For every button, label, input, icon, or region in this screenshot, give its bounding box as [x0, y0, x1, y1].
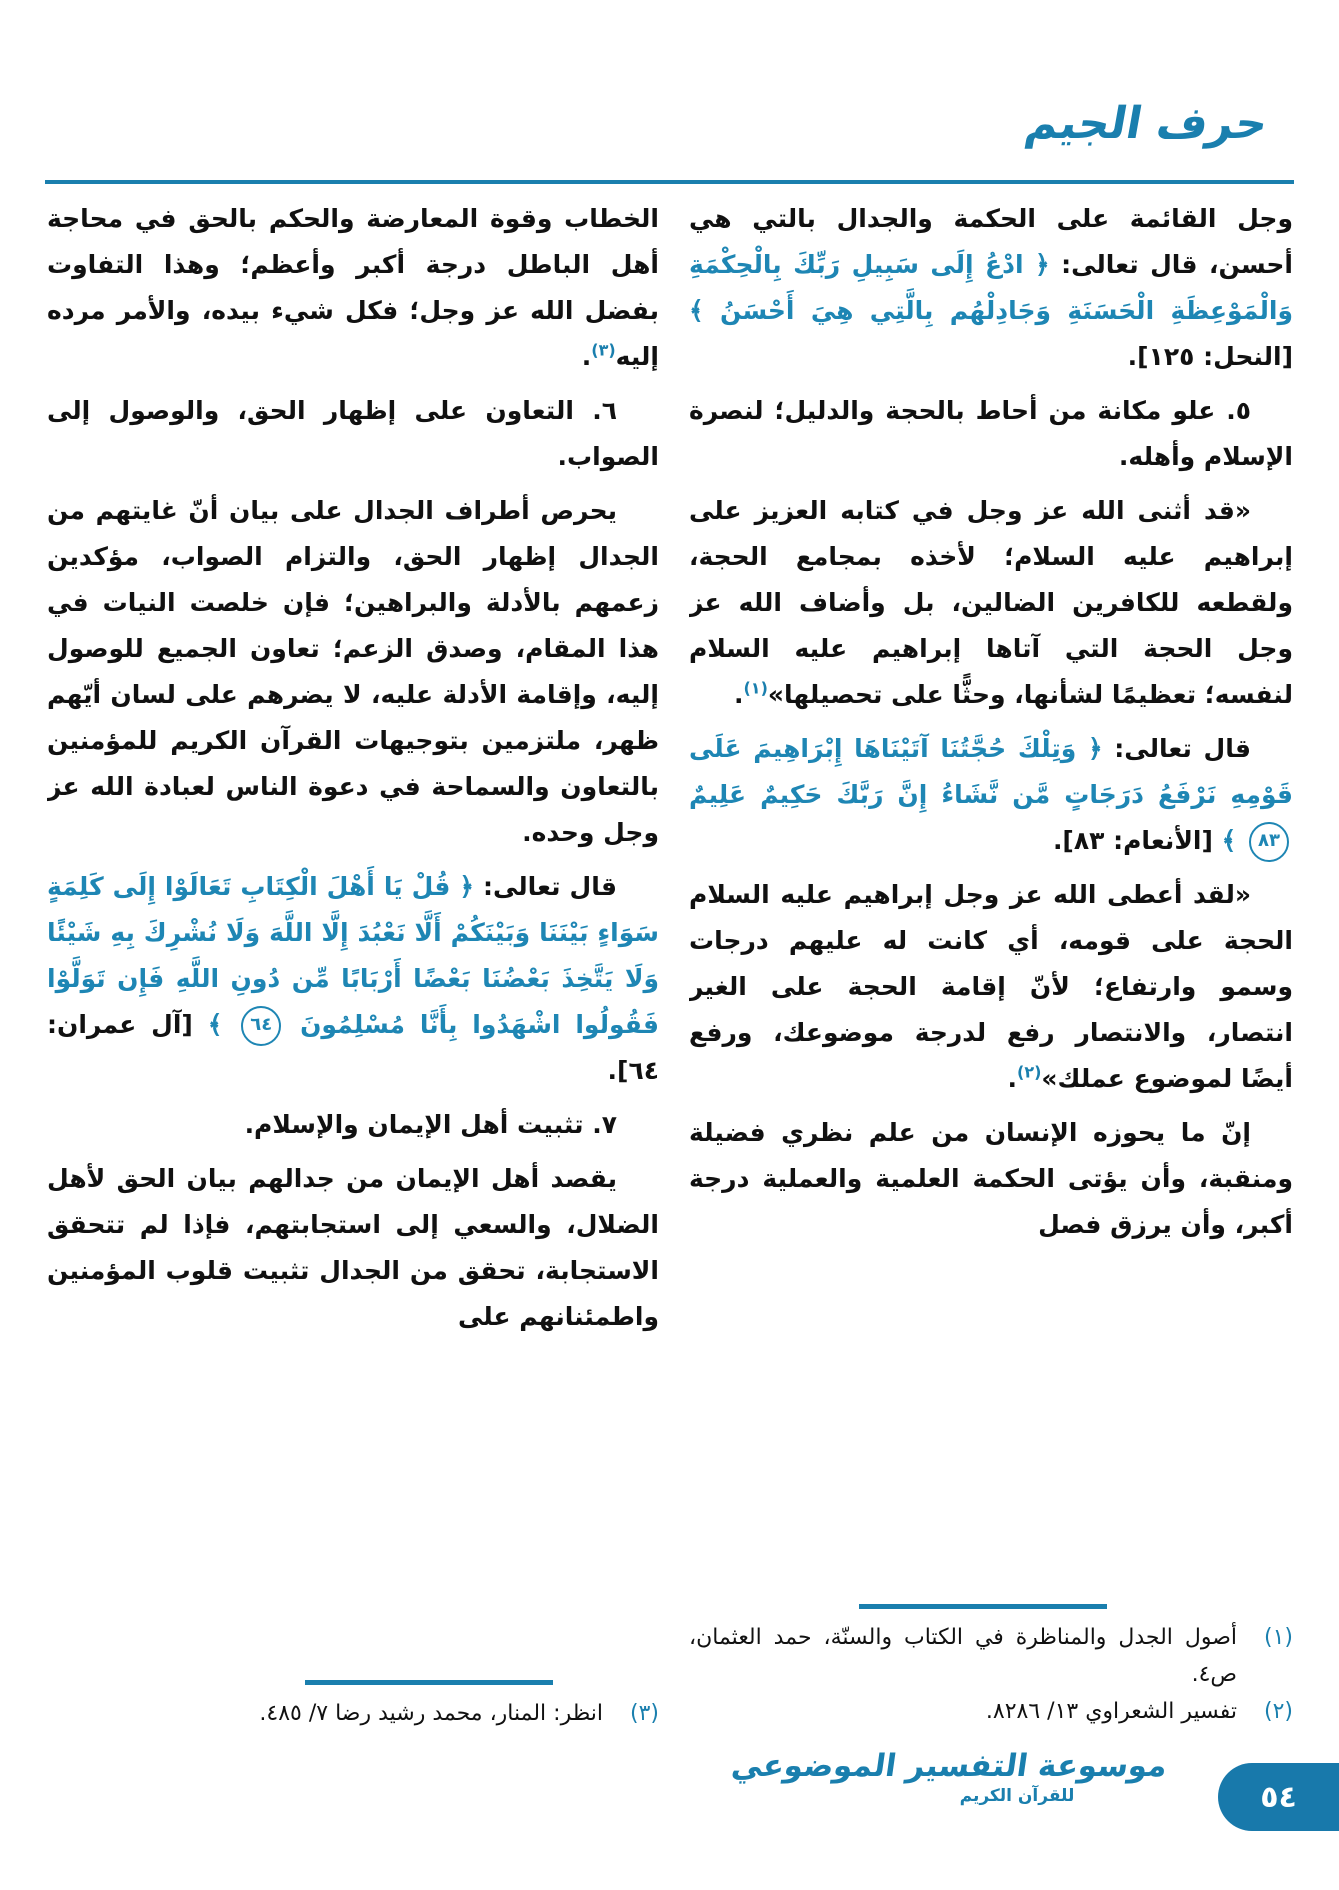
quran-verse: ﴾: [1221, 826, 1245, 855]
text-run: .: [581, 342, 592, 371]
paragraph: [689, 1110, 1293, 1248]
footnote-marker: (١): [1263, 1625, 1293, 1650]
footnote-list: [47, 1695, 659, 1732]
footnote-marker: (٣): [629, 1701, 659, 1726]
footnote-marker: (٢): [1263, 1699, 1293, 1724]
paragraph: [47, 488, 659, 856]
section-heading: [47, 1102, 659, 1148]
page-number: ٥٤: [1260, 1779, 1297, 1815]
footnote-divider: [305, 1680, 553, 1685]
footnote-text: أصول الجدل والمناظرة في الكتاب والسنّة، حمد العثمان، ص٤.: [689, 1625, 1237, 1687]
section-heading: [689, 388, 1293, 480]
text-run: وجل القائمة على الحكمة والجدال بالتي هي أحسن، قال تعالى:: [689, 204, 1293, 279]
paragraph: [47, 196, 659, 380]
paragraph: [689, 872, 1293, 1102]
text-run: إنّ ما يحوزه الإنسان من علم نظري فضيلة ومنقبة، وأن يؤتى الحكمة العلمية والعملية درجة أكبر، وأن يرزق فصل: [689, 1118, 1293, 1239]
section-heading: [47, 388, 659, 480]
publisher-logo: [729, 1748, 1170, 1806]
quran-verse: ﴿ وَتِلْكَ حُجَّتُنَا آتَيْنَاهَا إِبْرَاهِيمَ عَلَى قَوْمِهِ نَرْفَعُ دَرَجَاتٍ مَّن نَّشَاءُ إِنَّ رَبَّكَ حَكِيمٌ عَلِيمٌ: [689, 734, 1293, 809]
paragraph: [689, 196, 1293, 380]
text-run: [النحل: ١٢٥].: [1127, 342, 1293, 371]
chapter-title: حرف الجيم: [1021, 98, 1272, 149]
paragraph: [689, 488, 1293, 718]
footnote: [689, 1619, 1293, 1693]
text-run: [الأنعام: ٨٣].: [1052, 826, 1222, 855]
paragraph: [47, 864, 659, 1094]
publisher-logo-title: موسوعة التفسير الموضوعي: [729, 1748, 1170, 1784]
footnote-ref: (٢): [1017, 1062, 1042, 1082]
text-run: [آل عمران: ٦٤].: [47, 1010, 659, 1085]
publisher-logo-subtitle: للقرآن الكريم: [959, 1786, 1075, 1806]
footnote-divider: [859, 1604, 1107, 1609]
text-run: «قد أثنى الله عز وجل في كتابه العزيز على إبراهيم عليه السلام؛ لأخذه بمجامع الحجة، ولقطعه للكافرين الضالين، بل وأضاف الله عز وجل الحجة التي آتاها إبراهيم عليه السلام لنفسه؛ تعظيمًا لشأنها، وحثًّا على تحصيلها»: [689, 496, 1293, 709]
paragraph: [689, 726, 1293, 864]
footnote-ref: (١): [743, 678, 768, 698]
text-run: «لقد أعطى الله عز وجل إبراهيم عليه السلام الحجة على قومه، أي كانت له عليهم درجات وسمو وارتفاع؛ لأنّ إقامة الحجة على الغير انتصار، والانتصار رفع لدرجة موضوعك، ورفع أيضًا لموضوع عملك»: [689, 880, 1293, 1093]
text-run: ٥. علو مكانة من أحاط بالحجة والدليل؛ لنصرة الإسلام وأهله.: [689, 396, 1293, 471]
footnote: [689, 1693, 1293, 1730]
quran-verse: ﴿ ادْعُ إِلَى سَبِيلِ رَبِّكَ بِالْحِكْمَةِ وَالْمَوْعِظَةِ الْحَسَنَةِ وَجَادِلْهُم بِالَّتِي هِيَ أَحْسَنُ ﴾: [689, 250, 1293, 325]
footnotes-right: [689, 1604, 1293, 1730]
text-run: قال تعالى:: [1102, 734, 1251, 763]
ayah-number: ٦٤: [241, 1006, 281, 1046]
ayah-number: ٨٣: [1249, 822, 1289, 862]
footnote: [47, 1695, 659, 1732]
paragraph: [47, 1156, 659, 1340]
text-run: .: [733, 680, 744, 709]
text-run: ٦. التعاون على إظهار الحق، والوصول إلى الصواب.: [47, 396, 659, 471]
text-column-left: [47, 196, 659, 1672]
text-run: .: [1007, 1064, 1018, 1093]
footnote-text: انظر: المنار، محمد رشيد رضا ٧/ ٤٨٥.: [259, 1701, 603, 1726]
footnotes-left: [47, 1680, 659, 1732]
footnote-ref: (٣): [591, 340, 616, 360]
text-run: يقصد أهل الإيمان من جدالهم بيان الحق لأهل الضلال، والسعي إلى استجابتهم، فإذا لم تتحقق الاستجابة، تحقق من الجدال تثبيت قلوب المؤمنين واطمئنانهم على: [47, 1164, 659, 1331]
footnote-list: [689, 1619, 1293, 1730]
text-run: قال تعالى:: [473, 872, 618, 901]
footnote-text: تفسير الشعراوي ١٣/ ٨٢٨٦.: [985, 1699, 1237, 1724]
text-run: الخطاب وقوة المعارضة والحكم بالحق في محاجة أهل الباطل درجة أكبر وأعظم؛ وهذا التفاوت بفضل الله عز وجل؛ فكل شيء بيده، والأمر مرده إليه: [47, 204, 659, 371]
page-number-badge: [1218, 1763, 1339, 1831]
text-run: يحرص أطراف الجدال على بيان أنّ غايتهم من الجدال إظهار الحق، والتزام الصواب، مؤكدين زعمهم بالأدلة والبراهين؛ فإن خلصت النيات في هذا المقام، وصدق الزعم؛ تعاون الجميع للوصول إليه، وإقامة الأدلة عليه، لا يضرهم على لسان أيّهم ظهر، ملتزمين بتوجيهات القرآن الكريم للمؤمنين بالتعاون والسماحة في دعوة الناس لعبادة الله عز وجل وحده.: [47, 496, 659, 847]
text-column-right: [689, 196, 1293, 1594]
quran-verse: ﴾: [207, 1010, 238, 1039]
header-divider: [45, 180, 1294, 184]
text-run: ٧. تثبيت أهل الإيمان والإسلام.: [244, 1110, 617, 1139]
quran-verse: ﴿ قُلْ يَا أَهْلَ الْكِتَابِ تَعَالَوْا إِلَى كَلِمَةٍ سَوَاءٍ بَيْنَنَا وَبَيْنَكُمْ أَلَّا نَعْبُدَ إِلَّا اللَّهَ وَلَا نُشْرِكَ بِهِ شَيْئًا وَلَا يَتَّخِذَ بَعْضُنَا بَعْضًا أَرْبَابًا مِّن دُونِ اللَّهِ فَإِن تَوَلَّوْا فَقُولُوا اشْهَدُوا بِأَنَّا مُسْلِمُونَ: [47, 872, 659, 1039]
